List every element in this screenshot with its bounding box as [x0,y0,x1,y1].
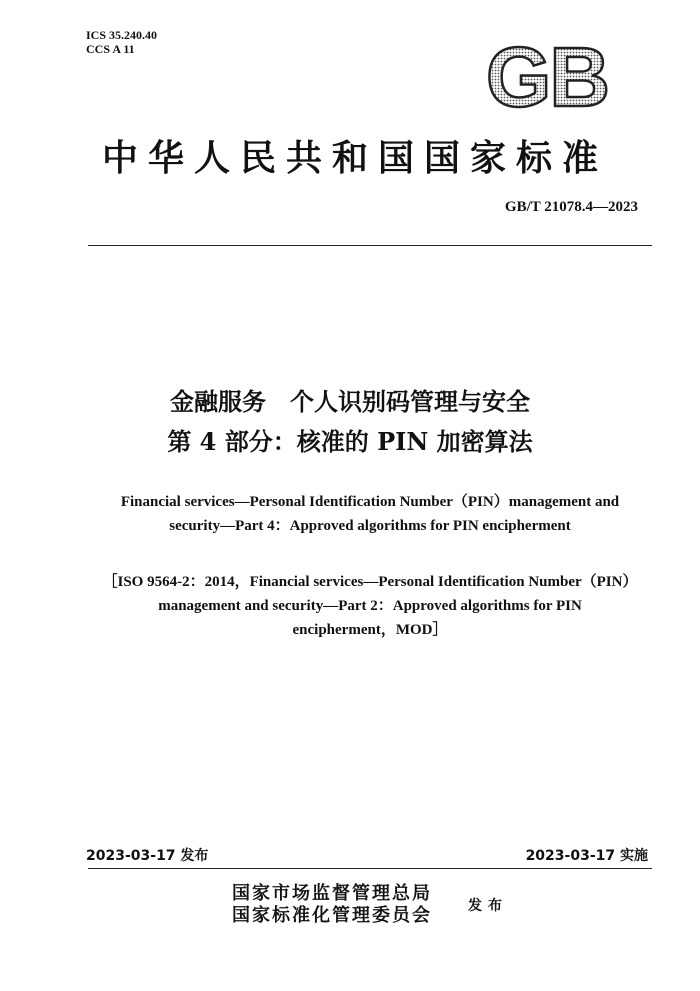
gb-logo [476,36,618,118]
publish-label: 发布 [468,898,508,914]
iso-reference-line2: management and security—Part 2：Approved algorithms for PIN [158,598,582,614]
english-title [90,490,650,538]
release-date: 2023-03-17 发布 [86,848,209,864]
english-title-line2: security—Part 4：Approved algorithms for PIN encipherment [169,518,571,534]
footer-divider [88,868,652,869]
implement-date: 2023-03-17 实施 [525,848,648,864]
classification-codes [86,28,157,56]
english-title-line1: Financial services—Personal Identification Number（PIN）management and [120,494,620,510]
standard-type-title: 中华人民共和国国家标准 [101,137,608,179]
header-divider [88,245,652,246]
main-title-line2: 第 4 部分：核准的 PIN 加密算法 [167,427,533,456]
iso-reference-line1: ［ISO 9564-2：2014，Financial services—Personal Identification Number（PIN） [102,574,638,590]
ccs-code: CCS A 11 [86,42,135,56]
svg-text:GB: GB [486,36,608,118]
standard-number: GB/T 21078.4—2023 [504,199,638,215]
iso-reference [90,570,650,642]
iso-reference-line3: encipherment，MOD］ [292,622,448,638]
issuer-sac: 国家标准化管理委员会 [232,905,432,926]
issuing-authorities [232,883,432,927]
main-title-line1: 金融服务 个人识别码管理与安全 [170,387,530,416]
issuer-samr: 国家市场监督管理总局 [232,883,432,904]
main-title-cn [0,382,700,462]
ics-code: ICS 35.240.40 [86,28,158,42]
